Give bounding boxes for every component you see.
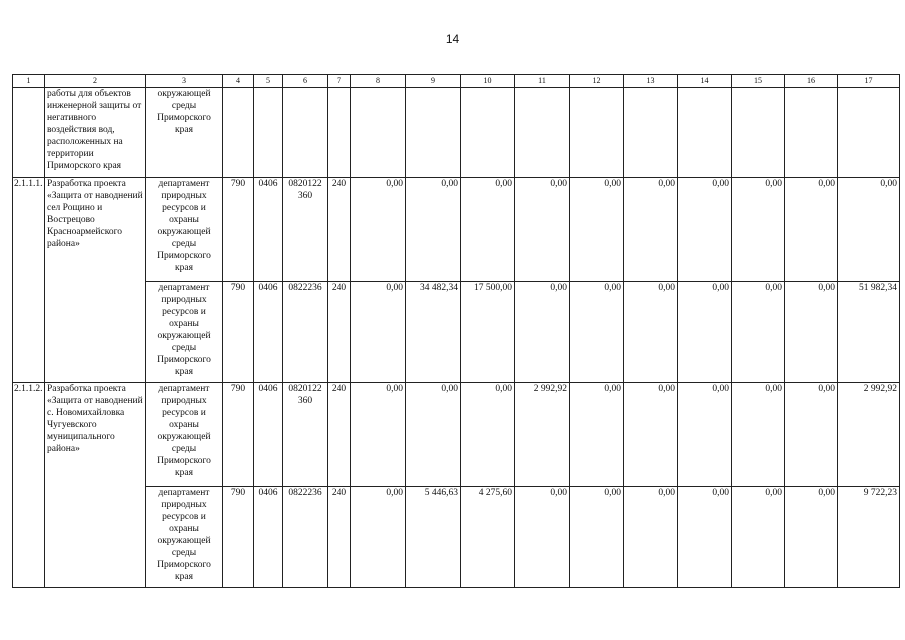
column-header: 4: [223, 75, 254, 88]
amount-cell: 0,00: [461, 383, 515, 487]
amount-cell: 0,00: [461, 178, 515, 282]
chief-admin-code: 790: [223, 178, 254, 282]
column-header: 15: [732, 75, 785, 88]
amount-cell: 0,00: [515, 178, 570, 282]
column-header: 16: [785, 75, 838, 88]
budget-table: [12, 74, 900, 588]
empty-cell: [624, 88, 678, 178]
amount-cell: 51 982,34: [838, 282, 900, 383]
table-row: [13, 487, 900, 588]
amount-cell: 0,00: [785, 178, 838, 282]
amount-cell: 17 500,00: [461, 282, 515, 383]
amount-cell: 0,00: [570, 487, 624, 588]
column-header: 9: [406, 75, 461, 88]
column-header: 14: [678, 75, 732, 88]
amount-cell: 0,00: [624, 282, 678, 383]
table-row: [13, 383, 900, 487]
empty-cell: [254, 88, 283, 178]
amount-cell: 0,00: [351, 178, 406, 282]
amount-cell: 0,00: [624, 487, 678, 588]
amount-cell: 0,00: [678, 178, 732, 282]
column-header: 17: [838, 75, 900, 88]
empty-cell: [838, 88, 900, 178]
executor-cell: департамент природных ресурсов и охраны окружающей среды Приморского края: [146, 487, 223, 588]
amount-cell: 0,00: [732, 178, 785, 282]
target-article-code: 0822236: [283, 282, 328, 383]
empty-cell: [785, 88, 838, 178]
amount-cell: 0,00: [785, 383, 838, 487]
column-header: 6: [283, 75, 328, 88]
empty-cell: [461, 88, 515, 178]
table-row: [13, 282, 900, 383]
column-header: 7: [328, 75, 351, 88]
target-article-code: 0820122 360: [283, 178, 328, 282]
chief-admin-code: 790: [223, 487, 254, 588]
section-code: 0406: [254, 282, 283, 383]
empty-cell: [406, 88, 461, 178]
amount-cell: 5 446,63: [406, 487, 461, 588]
amount-cell: 0,00: [570, 383, 624, 487]
amount-cell: 9 722,23: [838, 487, 900, 588]
target-article-code: 0820122 360: [283, 383, 328, 487]
empty-cell: [223, 88, 254, 178]
amount-cell: 2 992,92: [515, 383, 570, 487]
amount-cell: 0,00: [785, 487, 838, 588]
empty-cell: [283, 88, 328, 178]
amount-cell: 0,00: [570, 282, 624, 383]
executor-cell: департамент природных ресурсов и охраны окружающей среды Приморского края: [146, 383, 223, 487]
executor-cell: департамент природных ресурсов и охраны окружающей среды Приморского края: [146, 178, 223, 282]
amount-cell: 0,00: [406, 383, 461, 487]
section-code: 0406: [254, 178, 283, 282]
column-header: 8: [351, 75, 406, 88]
expense-type-code: 240: [328, 383, 351, 487]
description-cell: Разработка проекта «Защита от наводнений с. Новомихайловка Чугуевского муниципального района»: [45, 383, 146, 588]
chief-admin-code: 790: [223, 383, 254, 487]
target-article-code: 0822236: [283, 487, 328, 588]
amount-cell: 0,00: [732, 487, 785, 588]
executor-cell: департамент природных ресурсов и охраны окружающей среды Приморского края: [146, 282, 223, 383]
chief-admin-code: 790: [223, 282, 254, 383]
amount-cell: 0,00: [515, 282, 570, 383]
column-header: 3: [146, 75, 223, 88]
amount-cell: 34 482,34: [406, 282, 461, 383]
header-row: [13, 75, 900, 88]
expense-type-code: 240: [328, 178, 351, 282]
amount-cell: 0,00: [351, 282, 406, 383]
amount-cell: 0,00: [678, 487, 732, 588]
column-header: 12: [570, 75, 624, 88]
column-header: 5: [254, 75, 283, 88]
amount-cell: 0,00: [838, 178, 900, 282]
section-code: 0406: [254, 487, 283, 588]
section-code: 0406: [254, 383, 283, 487]
amount-cell: 0,00: [515, 487, 570, 588]
amount-cell: 0,00: [732, 383, 785, 487]
table-row: [13, 178, 900, 282]
expense-type-code: 240: [328, 282, 351, 383]
column-header: 2: [45, 75, 146, 88]
amount-cell: 0,00: [351, 383, 406, 487]
column-header: 13: [624, 75, 678, 88]
empty-cell: [515, 88, 570, 178]
row-code-cell: [13, 88, 45, 178]
amount-cell: 4 275,60: [461, 487, 515, 588]
amount-cell: 0,00: [351, 487, 406, 588]
empty-cell: [678, 88, 732, 178]
continuation-row: [13, 88, 900, 178]
row-code: 2.1.1.2.: [13, 383, 45, 588]
amount-cell: 0,00: [678, 383, 732, 487]
amount-cell: 0,00: [406, 178, 461, 282]
amount-cell: 0,00: [678, 282, 732, 383]
amount-cell: 0,00: [570, 178, 624, 282]
amount-cell: 0,00: [624, 178, 678, 282]
amount-cell: 0,00: [624, 383, 678, 487]
page-number: 14: [445, 32, 460, 46]
expense-type-code: 240: [328, 487, 351, 588]
column-header: 10: [461, 75, 515, 88]
amount-cell: 0,00: [785, 282, 838, 383]
row-code: 2.1.1.1.: [13, 178, 45, 383]
empty-cell: [328, 88, 351, 178]
empty-cell: [351, 88, 406, 178]
description-cell: Разработка проекта «Защита от наводнений сел Рощино и Вострецово Красноармейского района»: [45, 178, 146, 383]
amount-cell: 0,00: [732, 282, 785, 383]
empty-cell: [732, 88, 785, 178]
column-header: 11: [515, 75, 570, 88]
column-header: 1: [13, 75, 45, 88]
empty-cell: [570, 88, 624, 178]
amount-cell: 2 992,92: [838, 383, 900, 487]
description-cell: работы для объектов инженерной защиты от негативного воздействия вод, расположенных на территории Приморского края: [45, 88, 146, 178]
executor-cell: окружающей среды Приморского края: [146, 88, 223, 178]
